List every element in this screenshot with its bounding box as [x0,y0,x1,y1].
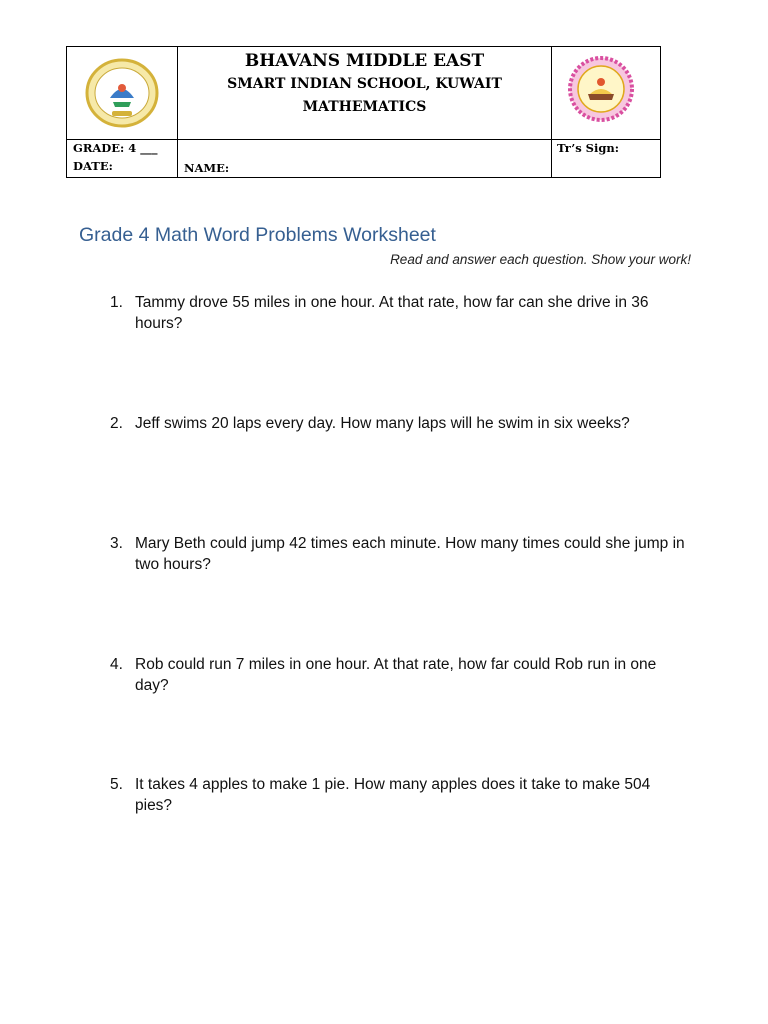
school-logo-right [568,54,634,129]
school-logo-left [80,58,164,133]
question-number: 1. [110,294,123,311]
subject-title: MATHEMATICS [302,99,427,115]
worksheet-instructions: Read and answer each question. Show your work! [390,252,691,267]
question-item [110,774,690,816]
question-item [110,533,690,575]
header-divider-right [551,47,552,178]
question-text: Mary Beth could jump 42 times each minute. How many times could she jump in two hours? [135,535,685,573]
header-divider-row [67,139,660,140]
worksheet-title: Grade 4 Math Word Problems Worksheet [79,224,436,246]
name-label: NAME: [184,161,230,175]
question-number: 2. [110,415,123,432]
question-item [110,292,690,334]
date-label: DATE: [73,159,113,173]
question-text: Rob could run 7 miles in one hour. At that rate, how far could Rob run in one day? [135,656,657,694]
school-name-line1: BHAVANS MIDDLE EAST [244,51,485,71]
school-header-table [66,46,661,178]
question-number: 5. [110,776,123,793]
school-name-line2: SMART INDIAN SCHOOL, KUWAIT [227,76,502,92]
teacher-sign-label: Tr’s Sign: [557,141,620,155]
question-item [110,654,690,696]
grade-label: GRADE: 4 ___ [73,141,158,155]
question-text: It takes 4 apples to make 1 pie. How many apples does it take to make 504 pies? [135,776,651,814]
question-text: Jeff swims 20 laps every day. How many laps will he swim in six weeks? [135,415,630,432]
question-number: 4. [110,656,123,673]
question-number: 3. [110,535,123,552]
question-text: Tammy drove 55 miles in one hour. At that rate, how far can she drive in 36 hours? [135,294,649,332]
question-item [110,413,690,434]
